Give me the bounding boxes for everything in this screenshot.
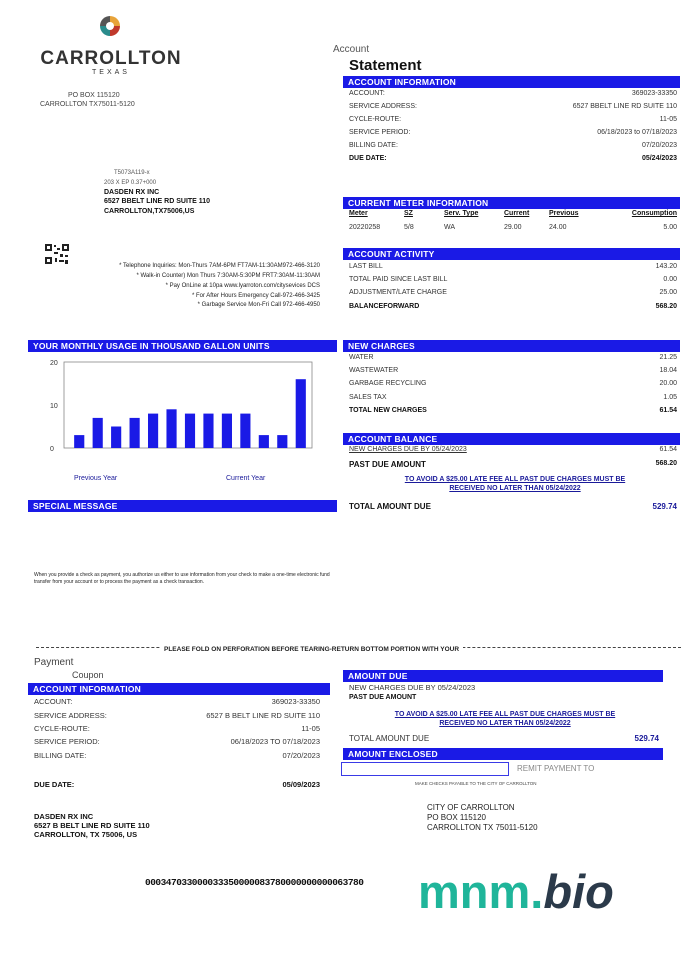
row-label: SERVICE ADDRESS: <box>349 103 417 110</box>
charge-row <box>349 380 677 387</box>
coupon-row <box>34 737 320 746</box>
row-label: PAST DUE AMOUNT <box>349 460 426 469</box>
usage-header: YOUR MONTHLY USAGE IN THOUSAND GALLON UNITS <box>28 340 337 352</box>
late-fee-warning-2: RECEIVED NO LATER THAN 05/24/2022 <box>449 485 581 492</box>
row-value: 05/24/2023 <box>641 155 677 162</box>
meter-header: CURRENT METER INFORMATION <box>343 197 680 209</box>
logo-sub: TEXAS <box>92 69 130 76</box>
col-consumption: Consumption <box>631 210 677 217</box>
y-tick-label: 0 <box>50 446 54 453</box>
mail-name: DASDEN RX INC <box>104 189 160 196</box>
balance-header: ACCOUNT BALANCE <box>343 433 680 445</box>
row-value: 21.25 <box>659 354 677 361</box>
usage-bar <box>277 435 287 448</box>
coupon-total-row <box>349 734 659 743</box>
row-label: SALES TAX <box>349 394 387 401</box>
row-value: 143.20 <box>655 263 677 270</box>
activity-row <box>349 276 677 283</box>
row-label: ADJUSTMENT/LATE CHARGE <box>349 289 447 296</box>
row-label: ACCOUNT: <box>34 697 73 706</box>
cell-serv-type: WA <box>444 224 456 231</box>
cell-current: 29.00 <box>504 224 522 231</box>
col-previous: Previous <box>549 210 579 217</box>
logo-name: CARROLLTON <box>40 48 182 69</box>
activity-header: ACCOUNT ACTIVITY <box>343 248 680 260</box>
watermark-part1: mnm. <box>418 865 544 918</box>
row-value: 07/20/2023 <box>641 142 677 149</box>
usage-bar <box>296 379 306 448</box>
row-label: TOTAL PAID SINCE LAST BILL <box>349 276 448 283</box>
usage-bar <box>240 414 250 448</box>
previous-year-label: Previous Year <box>74 475 118 482</box>
sender-line1: PO BOX 115120 <box>68 92 120 99</box>
past-due-row <box>349 460 677 469</box>
row-value: 25.00 <box>659 289 677 296</box>
row-value: 11-05 <box>301 724 320 733</box>
coupon-due-row <box>34 780 320 789</box>
payee-name: CITY OF CARROLLTON <box>427 803 515 812</box>
row-label: CYCLE-ROUTE: <box>349 116 402 123</box>
sender-line2: CARROLLTON TX75011-5120 <box>40 101 135 108</box>
coupon-title-1: Payment <box>34 657 74 668</box>
row-label: BILLING DATE: <box>34 751 87 760</box>
total-due-row <box>349 502 677 511</box>
row-label: GARBAGE RECYCLING <box>349 380 427 387</box>
row-value: 568.20 <box>655 303 677 310</box>
watermark-part2: bio <box>543 865 614 918</box>
inquiry-online: * Pay OnLine at 10pa www.lyarroton.com/citysevices DCS <box>165 283 320 289</box>
col-meter: Meter <box>349 210 368 217</box>
row-label: TOTAL AMOUNT DUE <box>349 734 430 743</box>
row-value: 1.05 <box>663 394 677 401</box>
row-value: 11-05 <box>659 116 677 123</box>
current-year-label: Current Year <box>226 475 266 482</box>
service-address-row <box>349 103 677 110</box>
usage-bar <box>203 414 213 448</box>
payee-addr2: CARROLLTON TX 75011-5120 <box>427 823 538 832</box>
row-label: SERVICE PERIOD: <box>349 129 411 136</box>
charge-row <box>349 367 677 374</box>
usage-bar <box>185 414 195 448</box>
inquiry-walkin: * Walk-in Counter) Mon Thurs 7:30AM-5:30PM FRT7:30AM-11:30AM <box>136 273 320 279</box>
row-value: 6527 BBELT LINE RD SUITE 110 <box>572 103 677 110</box>
row-label: DUE DATE: <box>349 155 387 162</box>
coupon-row <box>34 711 320 720</box>
row-value: 05/09/2023 <box>282 780 320 789</box>
usage-bar <box>93 418 103 448</box>
payer-name: DASDEN RX INC <box>34 812 94 821</box>
mail-addr1: 6527 BBELT LINE RD SUITE 110 <box>104 198 211 205</box>
balance-forward-row <box>349 303 677 310</box>
y-tick-label: 20 <box>50 360 58 367</box>
due-date-row <box>349 155 677 162</box>
row-value: 18.04 <box>659 367 677 374</box>
row-label: WATER <box>349 354 374 361</box>
amount-due-header: AMOUNT DUE <box>343 670 663 682</box>
inquiry-emergency: * For After Hours Emergency Call-972-466-3425 <box>191 293 320 299</box>
new-charges-header: NEW CHARGES <box>343 340 680 352</box>
row-label: BILLING DATE: <box>349 142 398 149</box>
balance-new-row <box>349 446 677 453</box>
row-value: 369023-33350 <box>631 90 677 97</box>
row-value: 0.00 <box>663 276 677 283</box>
row-value: 61.54 <box>659 446 677 453</box>
cell-size: 5/8 <box>404 224 414 231</box>
row-value: 61.54 <box>659 407 677 414</box>
special-message-header: SPECIAL MESSAGE <box>28 500 337 512</box>
mail-addr2: CARROLLTON,TX75006,US <box>104 208 195 215</box>
inquiry-phone: * Telephone Inquiries: Mon-Thurs 7AM-6PM FT7AM-11:30AM972-466-3120 <box>119 263 320 269</box>
col-current: Current <box>504 210 530 217</box>
usage-bar <box>111 427 121 449</box>
activity-row <box>349 263 677 270</box>
row-label: NEW CHARGES DUE BY 05/24/2023 <box>349 446 467 453</box>
row-label: ACCOUNT: <box>349 90 385 97</box>
watermark-logo <box>418 865 614 918</box>
usage-bar <box>259 435 269 448</box>
row-value: 06/18/2023 to 07/18/2023 <box>597 129 677 136</box>
coupon-row <box>34 724 320 733</box>
city-logo <box>90 12 130 52</box>
service-period-row <box>349 129 677 136</box>
row-label: TOTAL NEW CHARGES <box>349 407 427 414</box>
payable-note: MAKE CHECKS PAYABLE TO THE CITY OF CARROLLTON <box>415 781 537 786</box>
row-label: WASTEWATER <box>349 367 399 374</box>
cycle-route-row <box>349 116 677 123</box>
usage-chart <box>28 356 338 471</box>
row-value: 06/18/2023 TO 07/18/2023 <box>230 737 320 746</box>
mail-code: T5073A119-x <box>114 170 150 176</box>
cell-previous: 24.00 <box>549 224 567 231</box>
total-new-charges-row <box>349 407 677 414</box>
fold-instruction: PLEASE FOLD ON PERFORATION BEFORE TEARING-RETURN BOTTOM PORTION WITH YOUR <box>160 646 463 653</box>
amount-due-past: PAST DUE AMOUNT <box>349 694 417 701</box>
micr-line: 000347033000033350000083780000000000063780 <box>145 877 364 888</box>
account-info-header: ACCOUNT INFORMATION <box>343 76 680 88</box>
row-label: BALANCEFORWARD <box>349 303 420 310</box>
row-label: TOTAL AMOUNT DUE <box>349 502 431 511</box>
coupon-row <box>34 751 320 760</box>
row-label: DUE DATE: <box>34 780 75 789</box>
activity-row <box>349 289 677 296</box>
row-label: LAST BILL <box>349 263 383 270</box>
remit-label: REMIT PAYMENT TO <box>517 764 595 773</box>
usage-bar <box>148 414 158 448</box>
usage-bar <box>166 409 176 448</box>
row-label: SERVICE ADDRESS: <box>34 711 107 720</box>
col-serv-type: Serv. Type <box>444 210 479 217</box>
row-label: SERVICE PERIOD: <box>34 737 100 746</box>
inquiry-garbage: * Garbage Service Mon-Fri Call 972-466-4950 <box>197 302 320 308</box>
amount-due-new: NEW CHARGES DUE BY 05/24/2023 <box>349 683 476 692</box>
row-value: 20.00 <box>659 380 677 387</box>
payee-addr1: PO BOX 115120 <box>427 813 486 822</box>
row-value: 07/20/2023 <box>282 751 320 760</box>
row-label: CYCLE-ROUTE: <box>34 724 90 733</box>
row-value: 529.74 <box>652 502 677 511</box>
y-tick-label: 10 <box>50 403 58 410</box>
qr-code-icon <box>44 243 70 265</box>
meter-columns <box>349 210 677 217</box>
col-size: SZ <box>404 210 413 217</box>
row-value: 6527 B BELT LINE RD SUITE 110 <box>206 711 320 720</box>
page-title: Statement <box>349 57 422 74</box>
usage-bar <box>222 414 232 448</box>
coupon-title-2: Coupon <box>72 670 104 680</box>
coupon-warning-1: TO AVOID A $25.00 LATE FEE ALL PAST DUE CHARGES MUST BE <box>394 711 616 718</box>
mail-line2: 203 X EP 0.37+000 <box>104 180 157 186</box>
usage-bar <box>74 435 84 448</box>
payer-addr2: CARROLLTON, TX 75006, US <box>34 830 138 839</box>
coupon-warning-2: RECEIVED NO LATER THAN 05/24/2022 <box>439 720 571 727</box>
cell-meter: 20220258 <box>349 224 381 231</box>
row-value: 529.74 <box>634 734 659 743</box>
charge-row <box>349 394 677 401</box>
amount-enclosed-input[interactable] <box>341 762 509 776</box>
coupon-account-header: ACCOUNT INFORMATION <box>28 683 330 695</box>
late-fee-warning-1: TO AVOID A $25.00 LATE FEE ALL PAST DUE CHARGES MUST BE <box>404 476 626 483</box>
coupon-row <box>34 697 320 706</box>
account-row <box>349 90 677 97</box>
charge-row <box>349 354 677 361</box>
logo-mark-icon <box>90 12 130 52</box>
payer-addr1: 6527 B BELT LINE RD SUITE 110 <box>34 821 150 830</box>
cell-consumption: 5.00 <box>663 224 677 231</box>
special-message-text: When you provide a check as payment, you authorize us either to use information from your check to make a one-time electronic fund transfer from your account or to process the payment as a check transaction. <box>34 572 330 585</box>
row-value: 568.20 <box>655 460 677 467</box>
row-value: 369023-33350 <box>271 697 320 706</box>
amount-enclosed-header: AMOUNT ENCLOSED <box>343 748 663 760</box>
title-small: Account <box>333 44 370 55</box>
meter-row <box>349 224 677 231</box>
billing-date-row <box>349 142 677 149</box>
usage-bar <box>130 418 140 448</box>
